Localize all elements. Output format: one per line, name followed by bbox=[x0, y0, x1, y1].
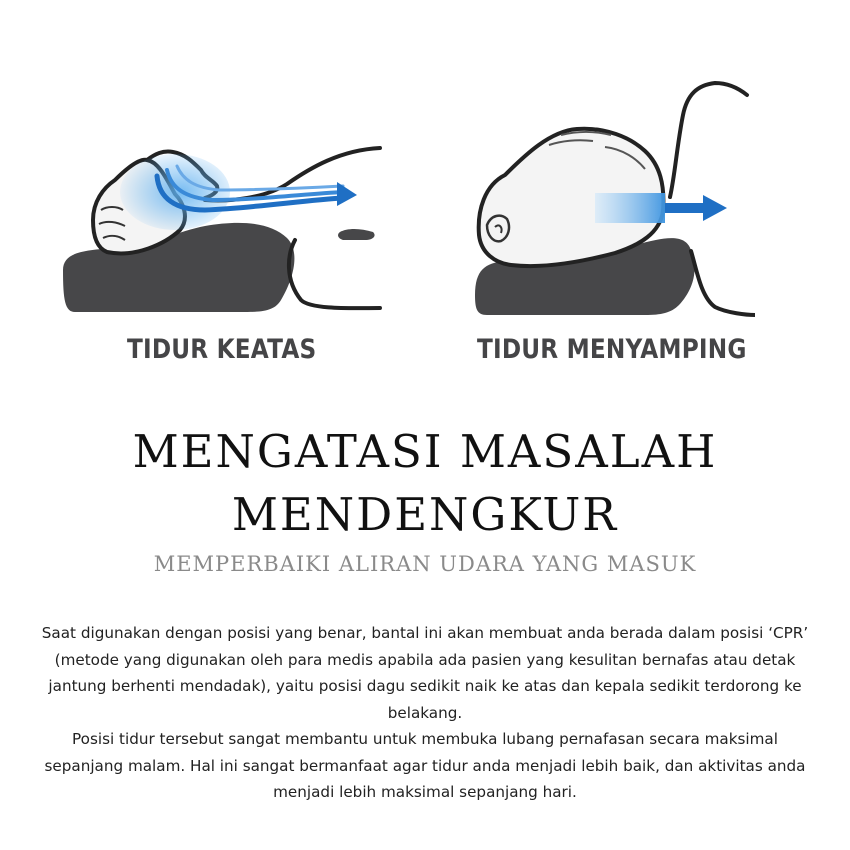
page-title-line-2: MENDENGKUR bbox=[231, 488, 619, 541]
caption-sleeping-on-side: TIDUR MENYAMPING bbox=[477, 334, 747, 365]
body-text bbox=[40, 620, 810, 806]
caption-sleeping-on-back: TIDUR KEATAS bbox=[127, 334, 317, 365]
page-title-line-1: MENGATASI MASALAH bbox=[132, 425, 718, 478]
body-paragraph-1: Saat digunakan dengan posisi yang benar, bantal ini akan membuat anda berada dalam posisi ‘CPR’ (metode yang digunakan oleh para medis apabila ada pasien yang kesulitan bernafas atau detak jantung berhenti mendadak), yaitu posisi dagu sedikit naik ke atas dan kepala sedikit terdorong ke belakang. bbox=[41, 624, 809, 722]
sleeping-on-back-illustration bbox=[55, 140, 385, 320]
body-paragraph-2: Posisi tidur tersebut sangat membantu untuk membuka lubang pernafasan secara maksimal sepanjang malam. Hal ini sangat bermanfaat agar tidur anda menjadi lebih baik, dan aktivitas anda menjadi lebih maksimal sepanjang hari. bbox=[44, 730, 806, 801]
sleeping-on-side-illustration bbox=[465, 75, 755, 325]
page-subtitle: MEMPERBAIKI ALIRAN UDARA YANG MASUK bbox=[153, 552, 697, 576]
